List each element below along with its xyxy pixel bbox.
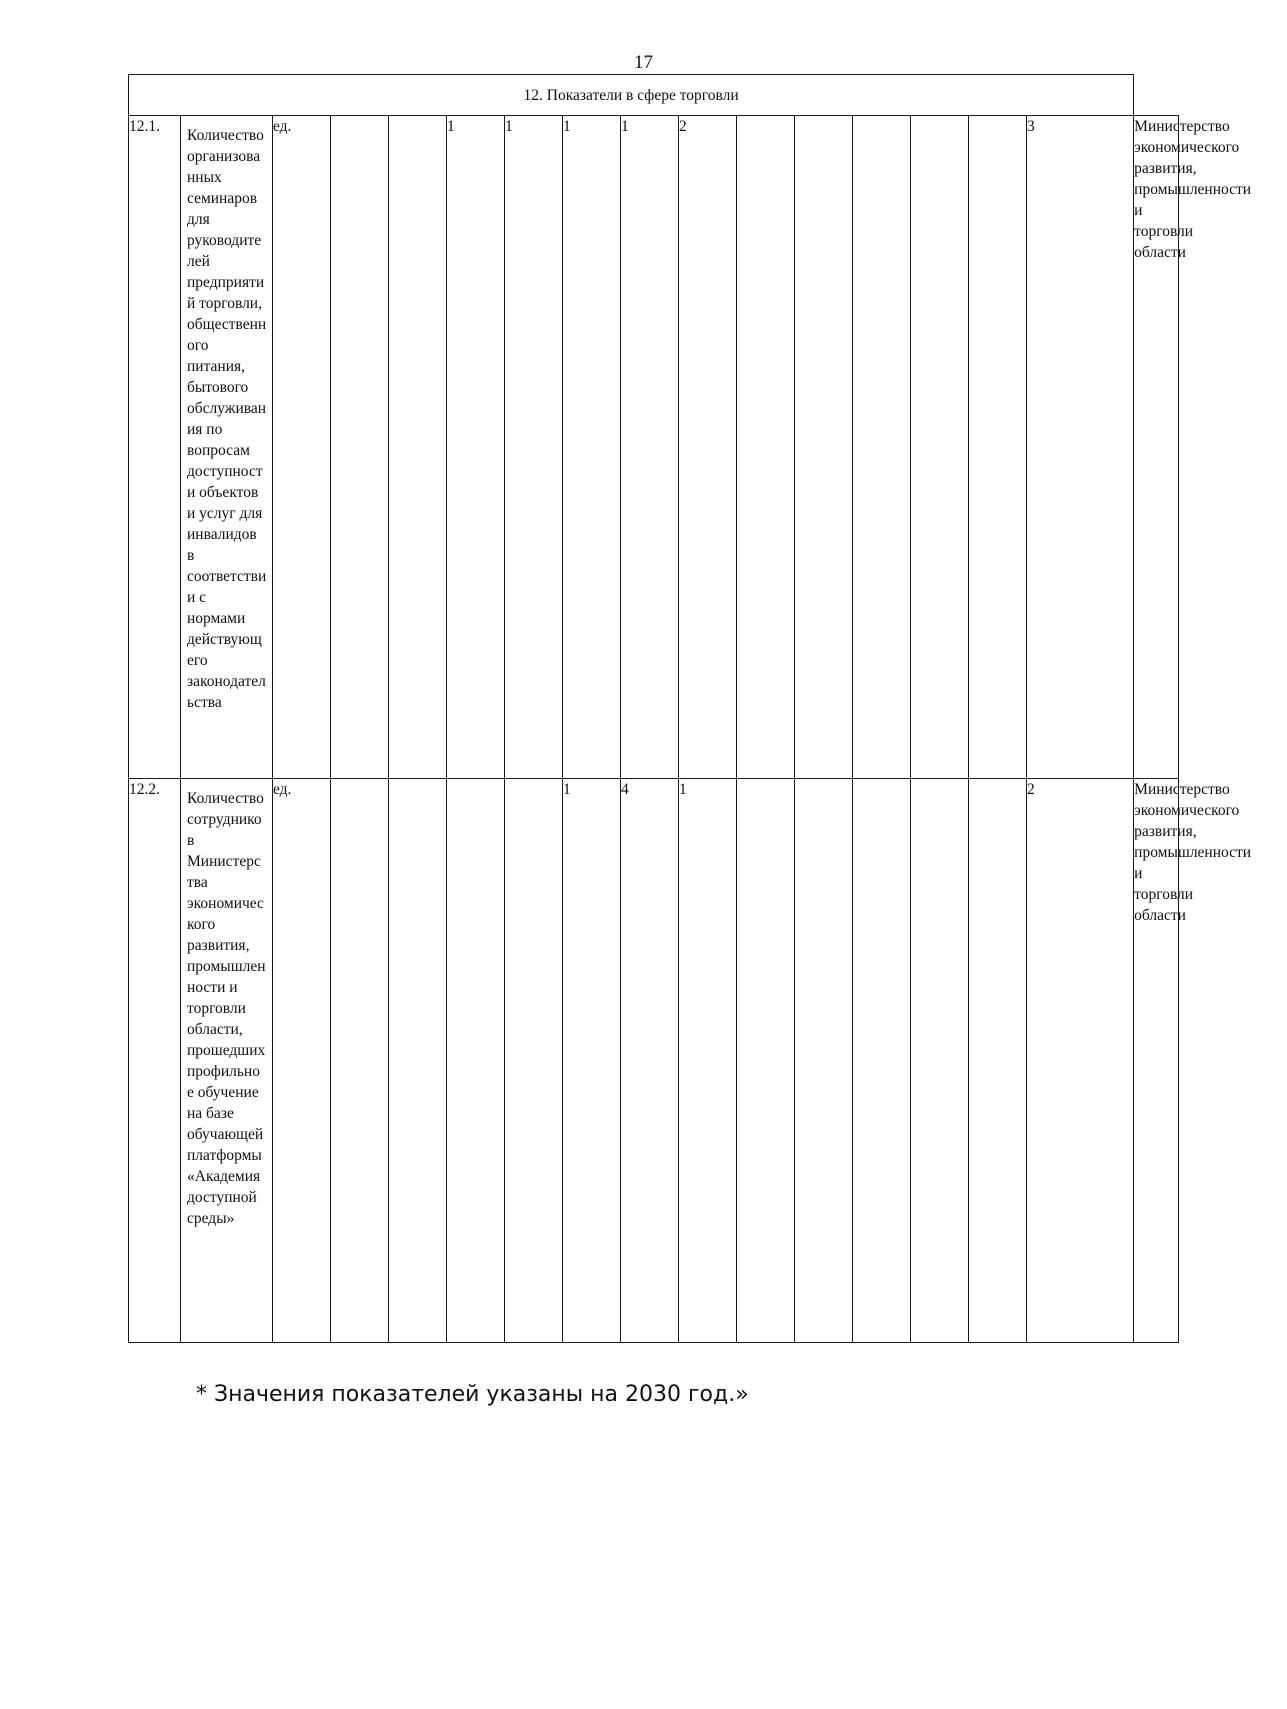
page-number: 17 xyxy=(634,52,653,73)
responsible-cell: Министерство экономического развития, промышленности и торговли области xyxy=(1134,779,1179,1343)
value-cell: 1 xyxy=(505,116,563,779)
value-cell xyxy=(911,779,969,1343)
value-cell xyxy=(969,779,1027,1343)
indicator-name: Количество организованных семинаров для руководителей предприятий торговли, общественного питания, бытового обслуживания по вопросам доступности объектов и услуг для инвалидов в соответствии с нормами действующего законодательства xyxy=(187,127,267,711)
value-cell xyxy=(795,116,853,779)
value-cell xyxy=(331,116,389,779)
footnote: * Значения показателей указаны на 2030 год.» xyxy=(196,1382,749,1407)
value-cell: 1 xyxy=(563,779,621,1343)
value-cell xyxy=(505,779,563,1343)
unit-cell: ед. xyxy=(273,116,331,779)
value-cell: 1 xyxy=(563,116,621,779)
indicator-name-cell xyxy=(181,779,273,1343)
section-title: 12. Показатели в сфере торговли xyxy=(129,75,1134,116)
value-cell xyxy=(737,779,795,1343)
value-cell: 2 xyxy=(679,116,737,779)
value-cell-2030: 3 xyxy=(1027,116,1134,779)
value-cell xyxy=(853,779,911,1343)
value-cell xyxy=(911,116,969,779)
table-row xyxy=(129,116,1179,779)
value-cell: 4 xyxy=(621,779,679,1343)
value-cell-2030: 2 xyxy=(1027,779,1134,1343)
value-cell: 1 xyxy=(621,116,679,779)
value-cell: 1 xyxy=(447,116,505,779)
unit-cell: ед. xyxy=(273,779,331,1343)
responsible-cell: Министерство экономического развития, промышленности и торговли области xyxy=(1134,116,1179,779)
value-cell: 1 xyxy=(679,779,737,1343)
value-cell xyxy=(447,779,505,1343)
indicators-table xyxy=(128,74,1252,1343)
value-cell xyxy=(737,116,795,779)
value-cell xyxy=(389,116,447,779)
row-number: 12.2. xyxy=(129,779,181,1343)
value-cell xyxy=(969,116,1027,779)
indicator-name: Количество сотрудников Министерства экономического развития, промышленности и торговли области, прошедших профильное обучение на базе обучающей платформы «Академия доступной среды» xyxy=(187,790,266,1227)
indicator-name-cell xyxy=(181,116,273,779)
value-cell xyxy=(331,779,389,1343)
table-row xyxy=(129,779,1179,1343)
value-cell xyxy=(795,779,853,1343)
value-cell xyxy=(389,779,447,1343)
section-header-row xyxy=(129,75,1179,116)
row-number: 12.1. xyxy=(129,116,181,779)
value-cell xyxy=(853,116,911,779)
